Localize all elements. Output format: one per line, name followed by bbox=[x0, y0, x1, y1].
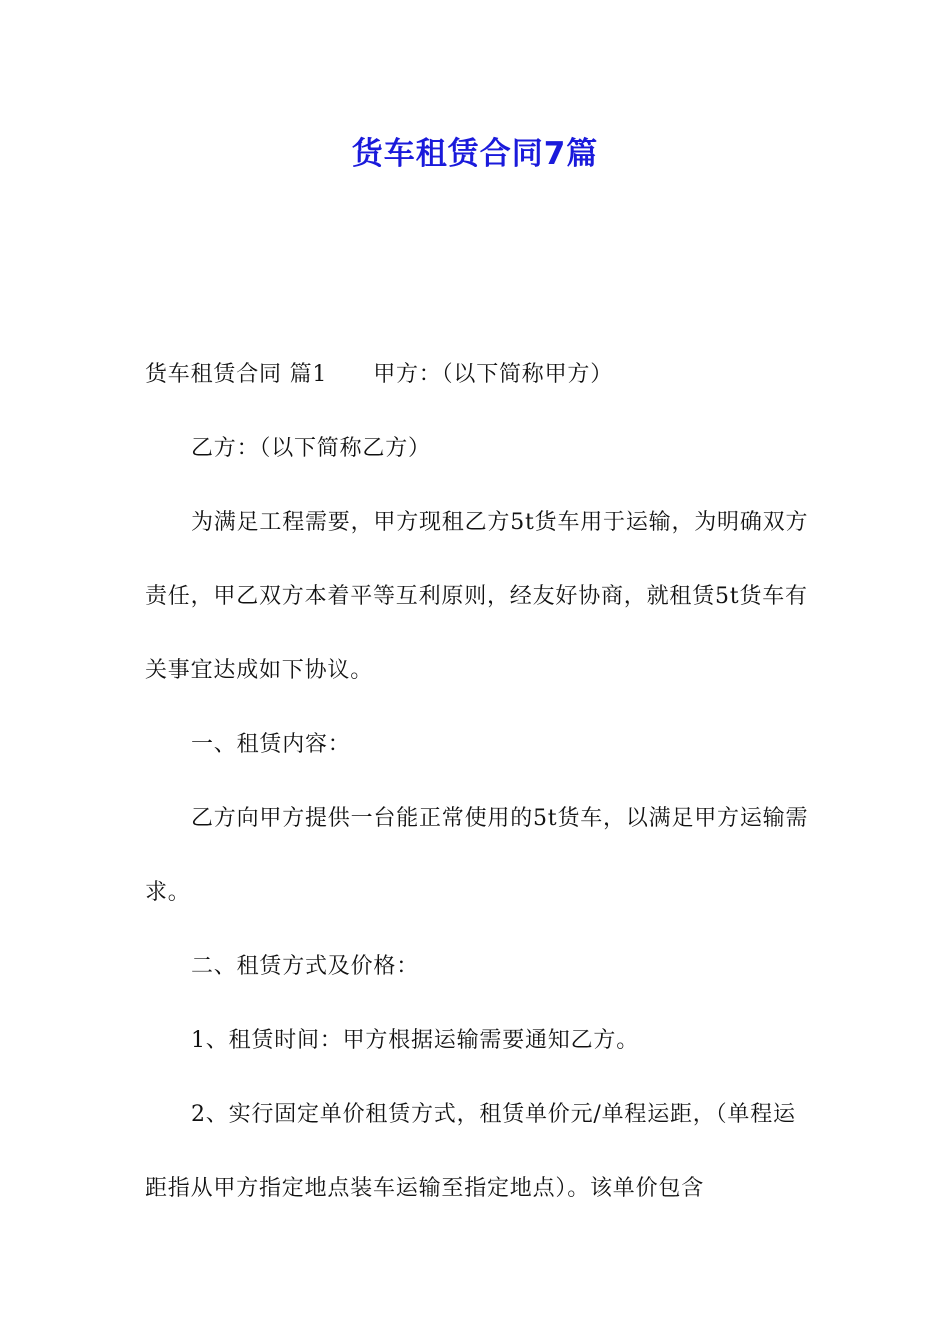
section-heading-1: 一、租赁内容： bbox=[191, 732, 351, 757]
party-b-line: 乙方：（以下简称乙方） bbox=[191, 436, 431, 461]
section-1-paragraph: 乙方向甲方提供一台能正常使用的5t货车，以满足甲方运输需求。 bbox=[145, 806, 809, 905]
section-heading-2: 二、租赁方式及价格： bbox=[191, 954, 420, 979]
document-body bbox=[145, 338, 810, 1226]
first-line bbox=[145, 338, 810, 412]
clause-1: 1、租赁时间：甲方根据运输需要通知乙方。 bbox=[191, 1028, 639, 1053]
document-title: 货车租赁合同7篇 bbox=[351, 136, 599, 172]
intro-paragraph: 为满足工程需要，甲方现租乙方5t货车用于运输，为明确双方责任，甲乙双方本着平等互利原则，经友好协商，就租赁5t货车有关事宜达成如下协议。 bbox=[145, 510, 809, 683]
section-label: 货车租赁合同 篇1 bbox=[145, 362, 328, 387]
clause-2: 2、实行固定单价租赁方式，租赁单价元/单程运距，（单程运距指从甲方指定地点装车运输至指定地点）。该单价包含 bbox=[145, 1102, 796, 1201]
party-a-line: 甲方：（以下简称甲方） bbox=[373, 362, 614, 387]
